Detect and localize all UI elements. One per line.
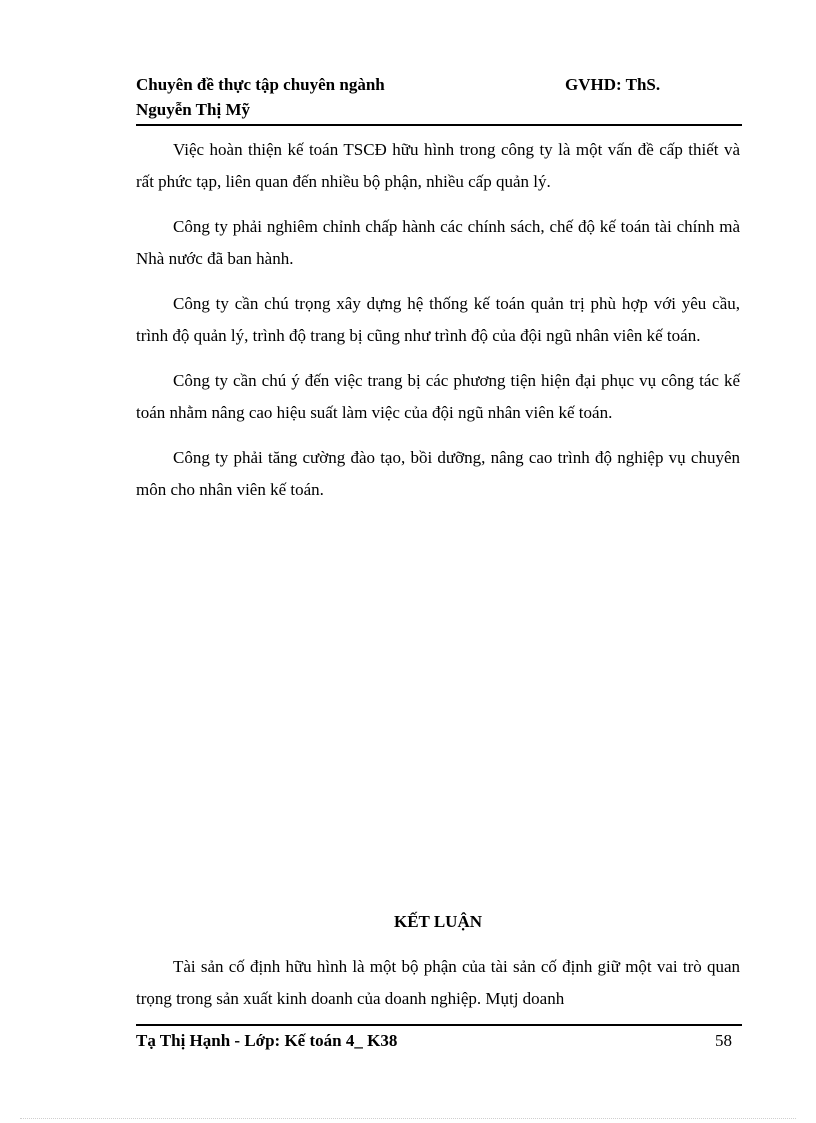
conclusion-heading: KẾT LUẬN	[393, 912, 482, 931]
page-number: 58	[715, 1031, 732, 1050]
conclusion-body	[136, 951, 740, 1015]
footer-divider	[136, 1024, 742, 1026]
paragraph: Công ty cần chú trọng xây dựng hệ thống kế toán quản trị phù hợp với yêu cầu, trình độ quản lý, trình độ trang bị cũng như trình độ của đội ngũ nhân viên kế toán.	[136, 294, 740, 345]
header-row-2	[136, 97, 742, 122]
header-title: Chuyên đề thực tập chuyên ngành	[136, 75, 385, 94]
paragraph: Công ty phải tăng cường đào tạo, bồi dưỡng, nâng cao trình độ nghiệp vụ chuyên môn cho nhân viên kế toán.	[136, 448, 740, 499]
page-header	[136, 72, 742, 122]
header-supervisor-name: Nguyễn Thị Mỹ	[136, 100, 250, 119]
header-row	[136, 72, 742, 97]
footer-author: Tạ Thị Hạnh - Lớp: Kế toán 4_ K38	[136, 1031, 398, 1050]
conclusion-paragraph: Tài sản cố định hữu hình là một bộ phận của tài sản cố định giữ một vai trò quan trọng trong sản xuất kinh doanh của doanh nghiệp. Mụtj doanh	[136, 957, 740, 1008]
paragraph: Việc hoàn thiện kế toán TSCĐ hữu hình trong công ty là một vấn đề cấp thiết và rất phức tạp, liên quan đến nhiều bộ phận, nhiều cấp quản lý.	[136, 140, 740, 191]
paragraph: Công ty phải nghiêm chỉnh chấp hành các chính sách, chế độ kế toán tài chính mà Nhà nước đã ban hành.	[136, 217, 740, 268]
header-supervisor: GVHD: ThS.	[565, 75, 661, 94]
paragraph: Công ty cần chú ý đến việc trang bị các phương tiện hiện đại phục vụ công tác kế toán nhằm nâng cao hiệu suất làm việc của đội ngũ nhân viên kế toán.	[136, 371, 740, 422]
page-edge-divider	[20, 1118, 796, 1119]
body-content	[136, 134, 740, 519]
header-divider	[136, 124, 742, 126]
